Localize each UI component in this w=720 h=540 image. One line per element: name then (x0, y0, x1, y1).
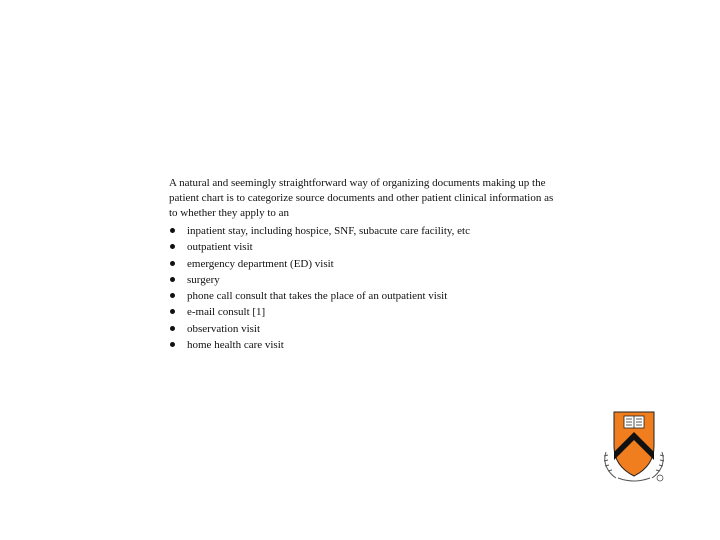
bullet-icon (170, 293, 175, 298)
list-item-text: inpatient stay, including hospice, SNF, subacute care facility, etc (187, 225, 470, 237)
intro-paragraph: A natural and seemingly straightforward way of organizing documents making up the patient chart is to categorize source documents and other patient clinical information as to whether they apply to an (169, 177, 554, 219)
bullet-icon (170, 228, 175, 233)
list-item (169, 288, 569, 304)
university-shield-logo (600, 408, 668, 484)
list-item-text: surgery (187, 273, 220, 286)
bullet-list (169, 223, 569, 353)
list-item (169, 337, 569, 353)
slide-content (169, 176, 569, 353)
list-item (169, 239, 569, 255)
shield-icon (600, 408, 668, 484)
bullet-icon (170, 342, 175, 347)
bullet-icon (170, 326, 175, 331)
list-item-text: observation visit (187, 322, 261, 335)
list-item (169, 272, 569, 288)
bullet-icon (170, 309, 175, 314)
bullet-icon (170, 277, 175, 282)
list-item (169, 223, 569, 239)
bullet-icon (170, 244, 175, 249)
list-item (169, 256, 569, 272)
list-item-text: phone call consult that takes the place of an outpatient visit (187, 290, 448, 303)
list-item (169, 321, 569, 337)
list-item-text: e-mail consult [1] (187, 306, 266, 319)
list-item (169, 304, 569, 320)
list-item-text: outpatient visit (187, 241, 253, 254)
list-item-text: emergency department (ED) visit (187, 257, 334, 270)
list-item-text: home health care visit (187, 339, 284, 352)
bullet-icon (170, 261, 175, 266)
